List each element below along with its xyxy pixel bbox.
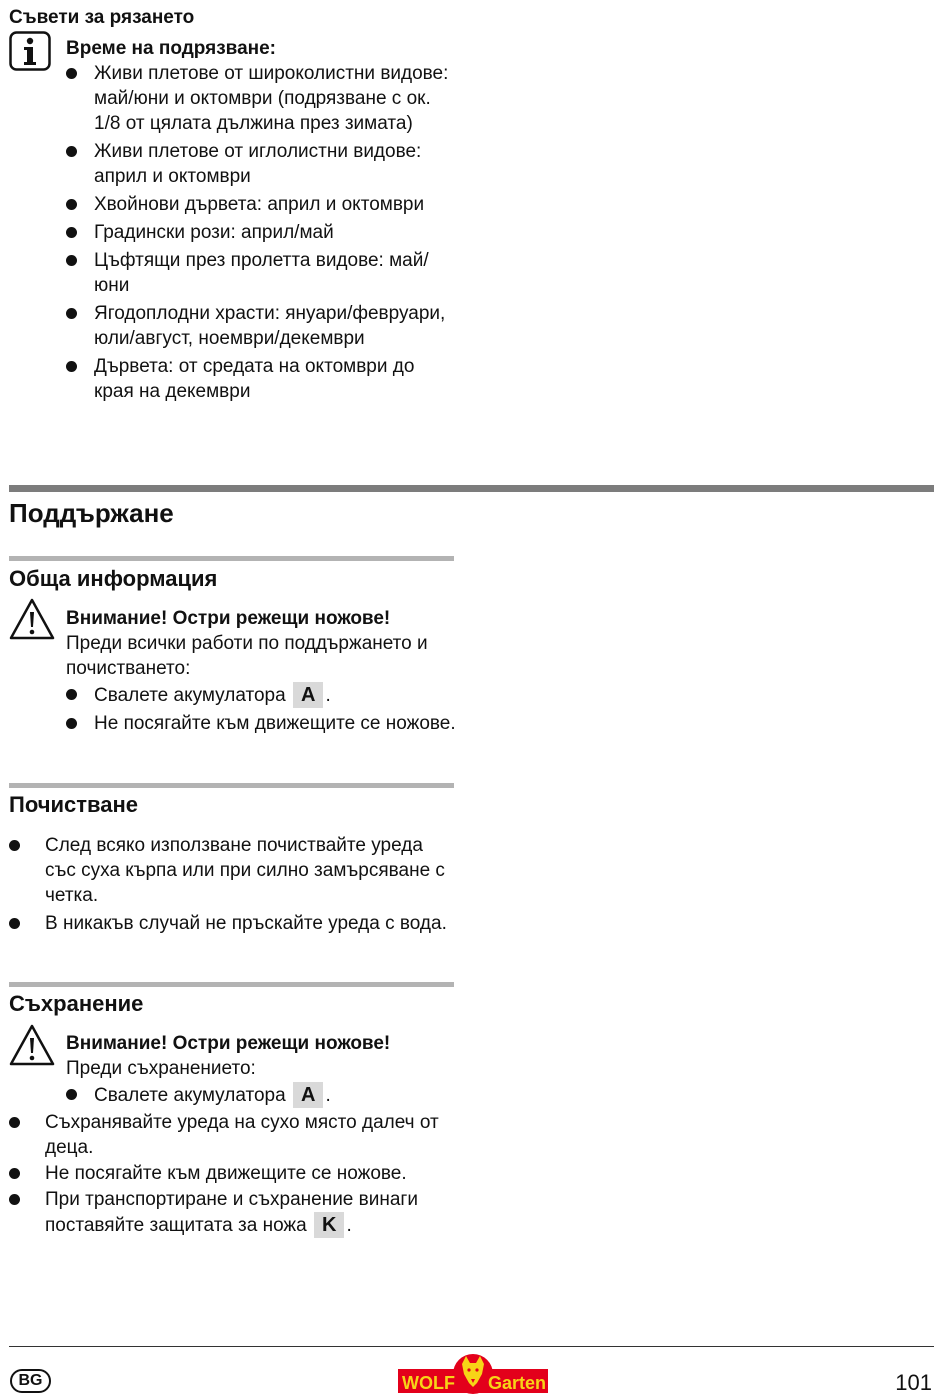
list-item: Живи плетове от иглолистни видове: април и октомври [66, 139, 456, 189]
bullet-icon [9, 918, 20, 929]
warning-text: Преди съхранението: [66, 1058, 256, 1079]
subsection-divider [9, 556, 454, 561]
logo-garten-text: Garten [488, 1373, 547, 1393]
bullet-icon [66, 718, 77, 729]
general-info-heading: Обща информация [9, 566, 218, 591]
section-divider [9, 485, 934, 492]
page-number: 101 [895, 1370, 932, 1395]
list-item: В никакъв случай не пръскайте уреда с вода. [9, 911, 454, 936]
bullet-icon [66, 1089, 77, 1100]
warning-triangle-icon [8, 1023, 56, 1067]
key-label-a: A [293, 1082, 323, 1108]
warning-title: Внимание! Остри режещи ножове! [66, 608, 391, 629]
footer-rule [9, 1346, 934, 1347]
bullet-icon [9, 1168, 20, 1179]
list-item: След всяко използване почиствайте уреда със суха кърпа или при силно замърсяване с четка. [9, 833, 454, 908]
info-icon [9, 31, 51, 71]
key-label-k: K [314, 1212, 344, 1238]
general-list [66, 682, 456, 736]
list-item: Дървета: от средата на октомври до края на декември [66, 354, 456, 404]
list-item: Хвойнови дървета: април и октомври [66, 192, 456, 217]
warning-text: Преди всички работи по поддържането и почистването: [66, 633, 428, 679]
list-item: Живи плетове от широколистни видове: май/юни и октомври (подрязване с ок. 1/8 от цялата дължина през зимата) [66, 61, 456, 136]
storage-warning-block [66, 1031, 456, 1111]
bullet-icon [9, 1117, 20, 1128]
list-item: Цъфтящи през пролетта видове: май/юни [66, 248, 456, 298]
subsection-divider [9, 783, 454, 788]
list-item: Градински рози: април/май [66, 220, 456, 245]
bullet-icon [66, 146, 77, 157]
list-item: Свалете акумулатора A . [66, 682, 456, 708]
bullet-icon [66, 308, 77, 319]
logo-wolf-text: WOLF [402, 1373, 455, 1393]
list-item: При транспортиране и съхранение винаги поставяйте защитата за ножа K . [9, 1187, 454, 1238]
list-item: Ягодоплодни храсти: януари/февруари, юли/август, ноември/декември [66, 301, 456, 351]
maintenance-title: Поддържане [9, 498, 174, 528]
general-warning-block [66, 606, 456, 739]
bullet-icon [66, 227, 77, 238]
cleaning-list [9, 833, 454, 936]
wolf-garten-logo [398, 1352, 548, 1394]
bullet-icon [66, 199, 77, 210]
storage-block [9, 1110, 454, 1241]
subsection-divider [9, 982, 454, 987]
bullet-icon [66, 68, 77, 79]
list-item: Не посягайте към движещите се ножове. [66, 711, 456, 736]
cutting-tips-heading: Съвети за рязането [9, 7, 195, 28]
cutting-time-subheading: Време на подрязване: [66, 38, 277, 59]
cutting-time-block [66, 37, 456, 407]
bullet-icon [66, 361, 77, 372]
storage-list [9, 1110, 454, 1238]
bullet-icon [66, 255, 77, 266]
cutting-time-list [66, 61, 456, 404]
cleaning-block [9, 833, 454, 939]
list-item: Съхранявайте уреда на сухо място далеч от деца. [9, 1110, 454, 1160]
bullet-icon [9, 840, 20, 851]
key-label-a: A [293, 682, 323, 708]
bullet-icon [66, 689, 77, 700]
cleaning-heading: Почистване [9, 792, 139, 817]
warning-triangle-icon [8, 597, 56, 641]
warning-title: Внимание! Остри режещи ножове! [66, 1033, 391, 1054]
storage-inner-list [66, 1082, 456, 1108]
storage-heading: Съхранение [9, 991, 144, 1016]
language-badge: BG [10, 1369, 51, 1393]
list-item: Не посягайте към движещите се ножове. [9, 1161, 454, 1186]
bullet-icon [9, 1194, 20, 1205]
list-item: Свалете акумулатора A . [66, 1082, 456, 1108]
